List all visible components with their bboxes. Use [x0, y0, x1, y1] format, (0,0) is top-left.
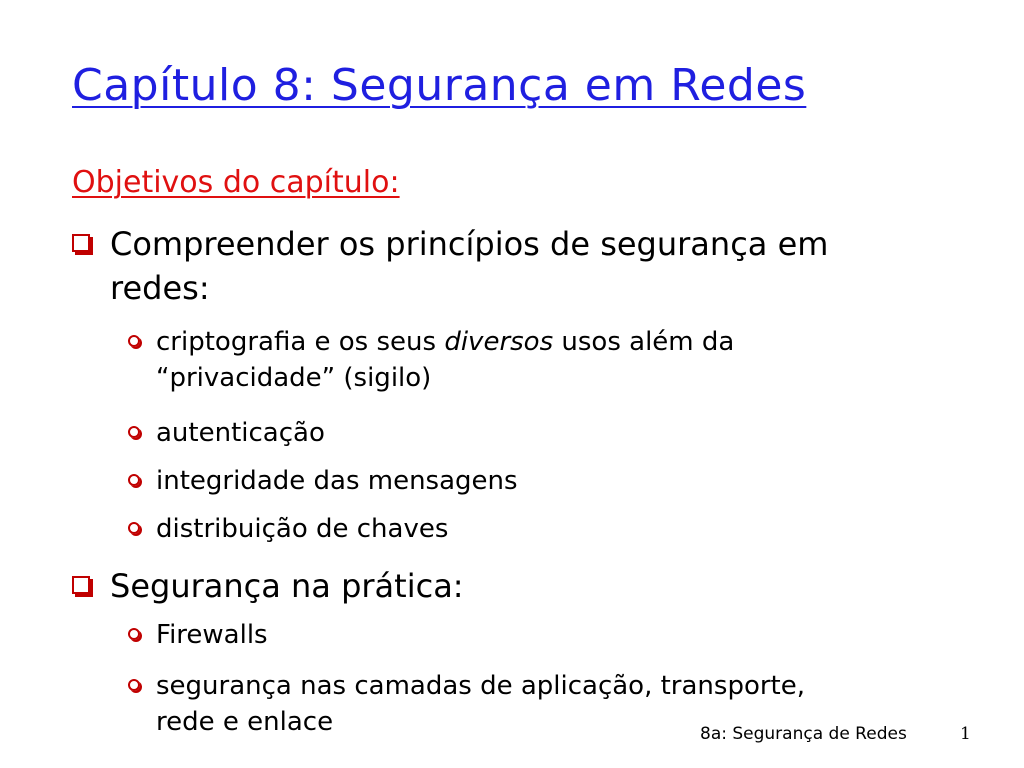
sub-bullet-text: integridade das mensagens — [156, 466, 518, 496]
circle-bullet-icon — [128, 679, 140, 691]
circle-bullet-icon — [128, 474, 140, 486]
sub-bullet-item — [128, 324, 948, 396]
circle-bullet-icon — [128, 522, 140, 534]
circle-bullet-icon — [128, 426, 140, 438]
sub-bullet-item — [128, 463, 948, 499]
sub-bullet-text: autenticação — [156, 418, 325, 448]
bullet-text: Segurança na prática: — [110, 567, 464, 605]
sub-bullet-text: criptografia e os seus diversos usos além da “privacidade” (sigilo) — [156, 327, 735, 393]
circle-bullet-icon — [128, 335, 140, 347]
slide-subtitle: Objetivos do capítulo: — [72, 165, 400, 200]
sub-bullet-item — [128, 415, 948, 451]
square-bullet-icon — [72, 576, 90, 594]
bullet-text: Compreender os princípios de segurança em redes: — [110, 225, 829, 307]
sub-bullet-text: Firewalls — [156, 620, 268, 650]
slide-footer: 8a: Segurança de Redes — [700, 724, 907, 744]
sub-bullet-item — [128, 511, 948, 547]
page-number: 1 — [960, 724, 971, 744]
sub-bullet-text: segurança nas camadas de aplicação, transporte, rede e enlace — [156, 671, 806, 737]
emphasis-text: diversos — [444, 327, 554, 357]
slide-title: Capítulo 8: Segurança em Redes — [72, 60, 807, 111]
sub-bullet-item — [128, 617, 948, 653]
circle-bullet-icon — [128, 628, 140, 640]
square-bullet-icon — [72, 234, 90, 252]
bullet-item — [72, 222, 952, 310]
sub-bullet-text: distribuição de chaves — [156, 514, 449, 544]
bullet-item — [72, 564, 952, 608]
